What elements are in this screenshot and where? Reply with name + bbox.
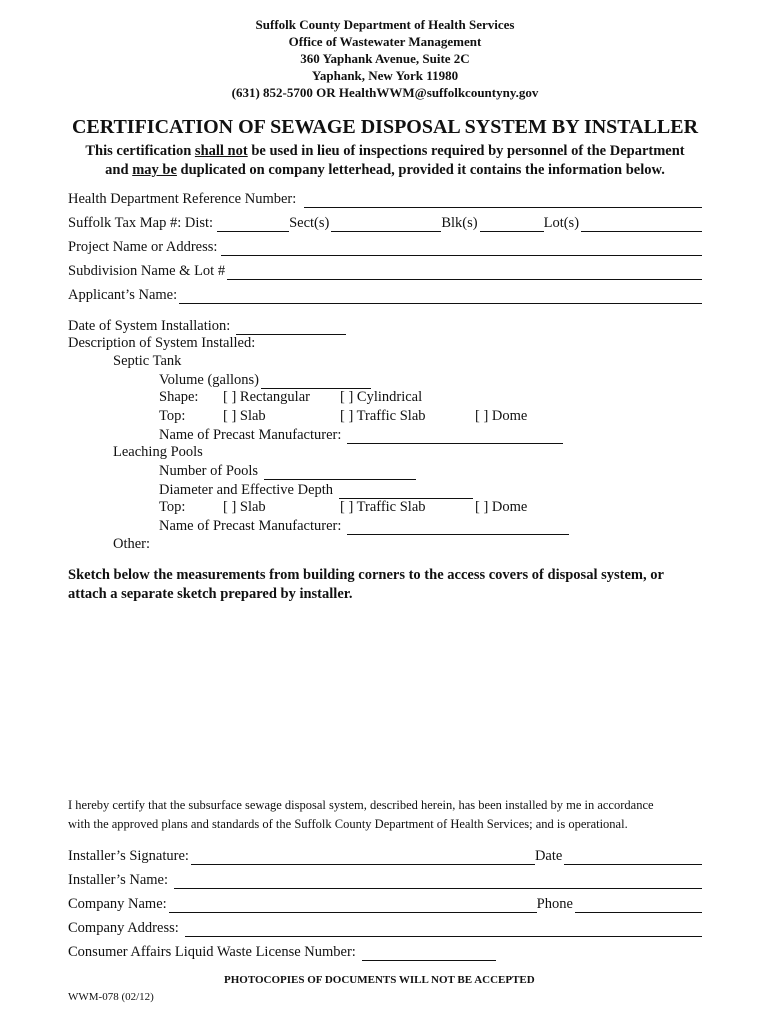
certification-line1: I hereby certify that the subsurface sewage disposal system, described herein, has been installed by me in accordance — [68, 798, 654, 812]
lots-label: Lot(s) — [543, 215, 580, 231]
pool-top-slab-option[interactable]: [ ] Slab — [223, 499, 266, 515]
phone-field[interactable] — [575, 898, 702, 913]
applicant-row — [68, 284, 702, 304]
tank-top-traffic-option[interactable]: [ ] Traffic Slab — [340, 408, 426, 424]
project-field[interactable] — [221, 241, 702, 256]
company-address-label: Company Address: — [68, 920, 179, 936]
signature-label: Installer’s Signature: — [68, 848, 189, 864]
tank-precast-label: Name of Precast Manufacturer: — [159, 427, 342, 443]
shape-rectangular-option[interactable]: [ ] Rectangular — [223, 389, 310, 405]
contact-info: (631) 852-5700 OR HealthWWM@suffolkcountyny.gov — [231, 85, 539, 100]
tax-map-label: Suffolk Tax Map #: Dist: — [68, 215, 214, 231]
company-name-label: Company Name: — [68, 896, 167, 912]
blks-field[interactable] — [480, 217, 544, 232]
tank-top-dome-option[interactable]: [ ] Dome — [475, 408, 528, 424]
applicant-field[interactable] — [179, 289, 702, 304]
subdivision-row — [68, 260, 702, 280]
company-name-row — [68, 893, 702, 913]
project-label: Project Name or Address: — [68, 239, 218, 255]
license-field[interactable] — [362, 946, 496, 961]
install-date-label: Date of System Installation: — [68, 318, 231, 334]
sects-field[interactable] — [331, 217, 441, 232]
sketch-instructions-line2: attach a separate sketch prepared by installer. — [68, 586, 353, 602]
diameter-field[interactable] — [339, 484, 473, 499]
sketch-area[interactable] — [68, 610, 702, 790]
project-row — [68, 236, 702, 256]
certification-line2: with the approved plans and standards of the Suffolk County Department of Health Services; and is operational. — [68, 817, 628, 831]
installer-name-row — [68, 869, 702, 889]
tank-top-slab-option[interactable]: [ ] Slab — [223, 408, 266, 424]
pool-top-traffic-option[interactable]: [ ] Traffic Slab — [340, 499, 426, 515]
installer-name-label: Installer’s Name: — [68, 872, 168, 888]
diameter-label: Diameter and Effective Depth — [159, 482, 334, 498]
diameter-row — [159, 479, 473, 499]
sketch-instructions-line1: Sketch below the measurements from building corners to the access covers of disposal system, or — [68, 567, 664, 583]
installer-name-field[interactable] — [174, 874, 702, 889]
pool-top-label: Top: — [159, 499, 186, 515]
volume-label: Volume (gallons) — [159, 372, 260, 388]
signature-field[interactable] — [191, 850, 535, 865]
ref-number-field[interactable] — [304, 193, 702, 208]
leaching-pools-label: Leaching Pools — [113, 444, 203, 460]
ref-number-label: Health Department Reference Number: — [68, 191, 297, 207]
tank-precast-row — [159, 424, 563, 444]
sign-date-label: Date — [534, 848, 563, 864]
tank-top-label: Top: — [159, 408, 186, 424]
license-row — [68, 941, 496, 961]
signature-row — [68, 845, 702, 865]
company-address-row — [68, 917, 702, 937]
form-title: CERTIFICATION OF SEWAGE DISPOSAL SYSTEM BY INSTALLER — [71, 116, 699, 138]
num-pools-field[interactable] — [264, 465, 416, 480]
subdivision-field[interactable] — [227, 265, 702, 280]
tank-precast-field[interactable] — [347, 429, 563, 444]
subdivision-label: Subdivision Name & Lot # — [68, 263, 226, 279]
num-pools-row — [159, 460, 416, 480]
shall-not-emphasis: shall not — [194, 143, 248, 159]
city-address: Yaphank, New York 11980 — [311, 68, 459, 83]
lots-field[interactable] — [581, 217, 702, 232]
volume-row — [159, 369, 371, 389]
sign-date-field[interactable] — [564, 850, 702, 865]
install-date-field[interactable] — [236, 320, 346, 335]
ref-number-row — [68, 188, 702, 208]
pool-precast-label: Name of Precast Manufacturer: — [159, 518, 342, 534]
form-id: WWM-078 (02/12) — [68, 991, 154, 1003]
notice: This certification shall not be used in lieu of inspections required by personnel of the Department and may be duplicated on company letterhead, provided it contains the information below. — [85, 143, 685, 178]
shape-label: Shape: — [159, 389, 199, 405]
office-name: Office of Wastewater Management — [288, 34, 482, 49]
company-address-field[interactable] — [185, 922, 702, 937]
may-be-emphasis: may be — [132, 162, 177, 178]
phone-label: Phone — [536, 896, 573, 912]
volume-field[interactable] — [261, 374, 371, 389]
street-address: 360 Yaphank Avenue, Suite 2C — [300, 51, 470, 66]
pool-top-dome-option[interactable]: [ ] Dome — [475, 499, 528, 515]
install-date-row — [68, 315, 346, 335]
applicant-label: Applicant’s Name: — [68, 287, 178, 303]
sects-label: Sect(s) — [289, 215, 330, 231]
department-name: Suffolk County Department of Health Services — [255, 17, 515, 32]
num-pools-label: Number of Pools — [159, 463, 259, 479]
description-label: Description of System Installed: — [68, 335, 256, 351]
shape-cylindrical-option[interactable]: [ ] Cylindrical — [340, 389, 423, 405]
pool-precast-row — [159, 515, 569, 535]
pool-precast-field[interactable] — [347, 520, 569, 535]
dist-field[interactable] — [217, 217, 289, 232]
photocopies-notice: PHOTOCOPIES OF DOCUMENTS WILL NOT BE ACCEPTED — [224, 974, 535, 986]
license-label: Consumer Affairs Liquid Waste License Number: — [68, 944, 356, 960]
other-label: Other: — [113, 536, 151, 552]
blks-label: Blk(s) — [441, 215, 478, 231]
company-name-field[interactable] — [169, 898, 537, 913]
tax-map-row — [68, 212, 702, 232]
septic-tank-label: Septic Tank — [113, 353, 182, 369]
